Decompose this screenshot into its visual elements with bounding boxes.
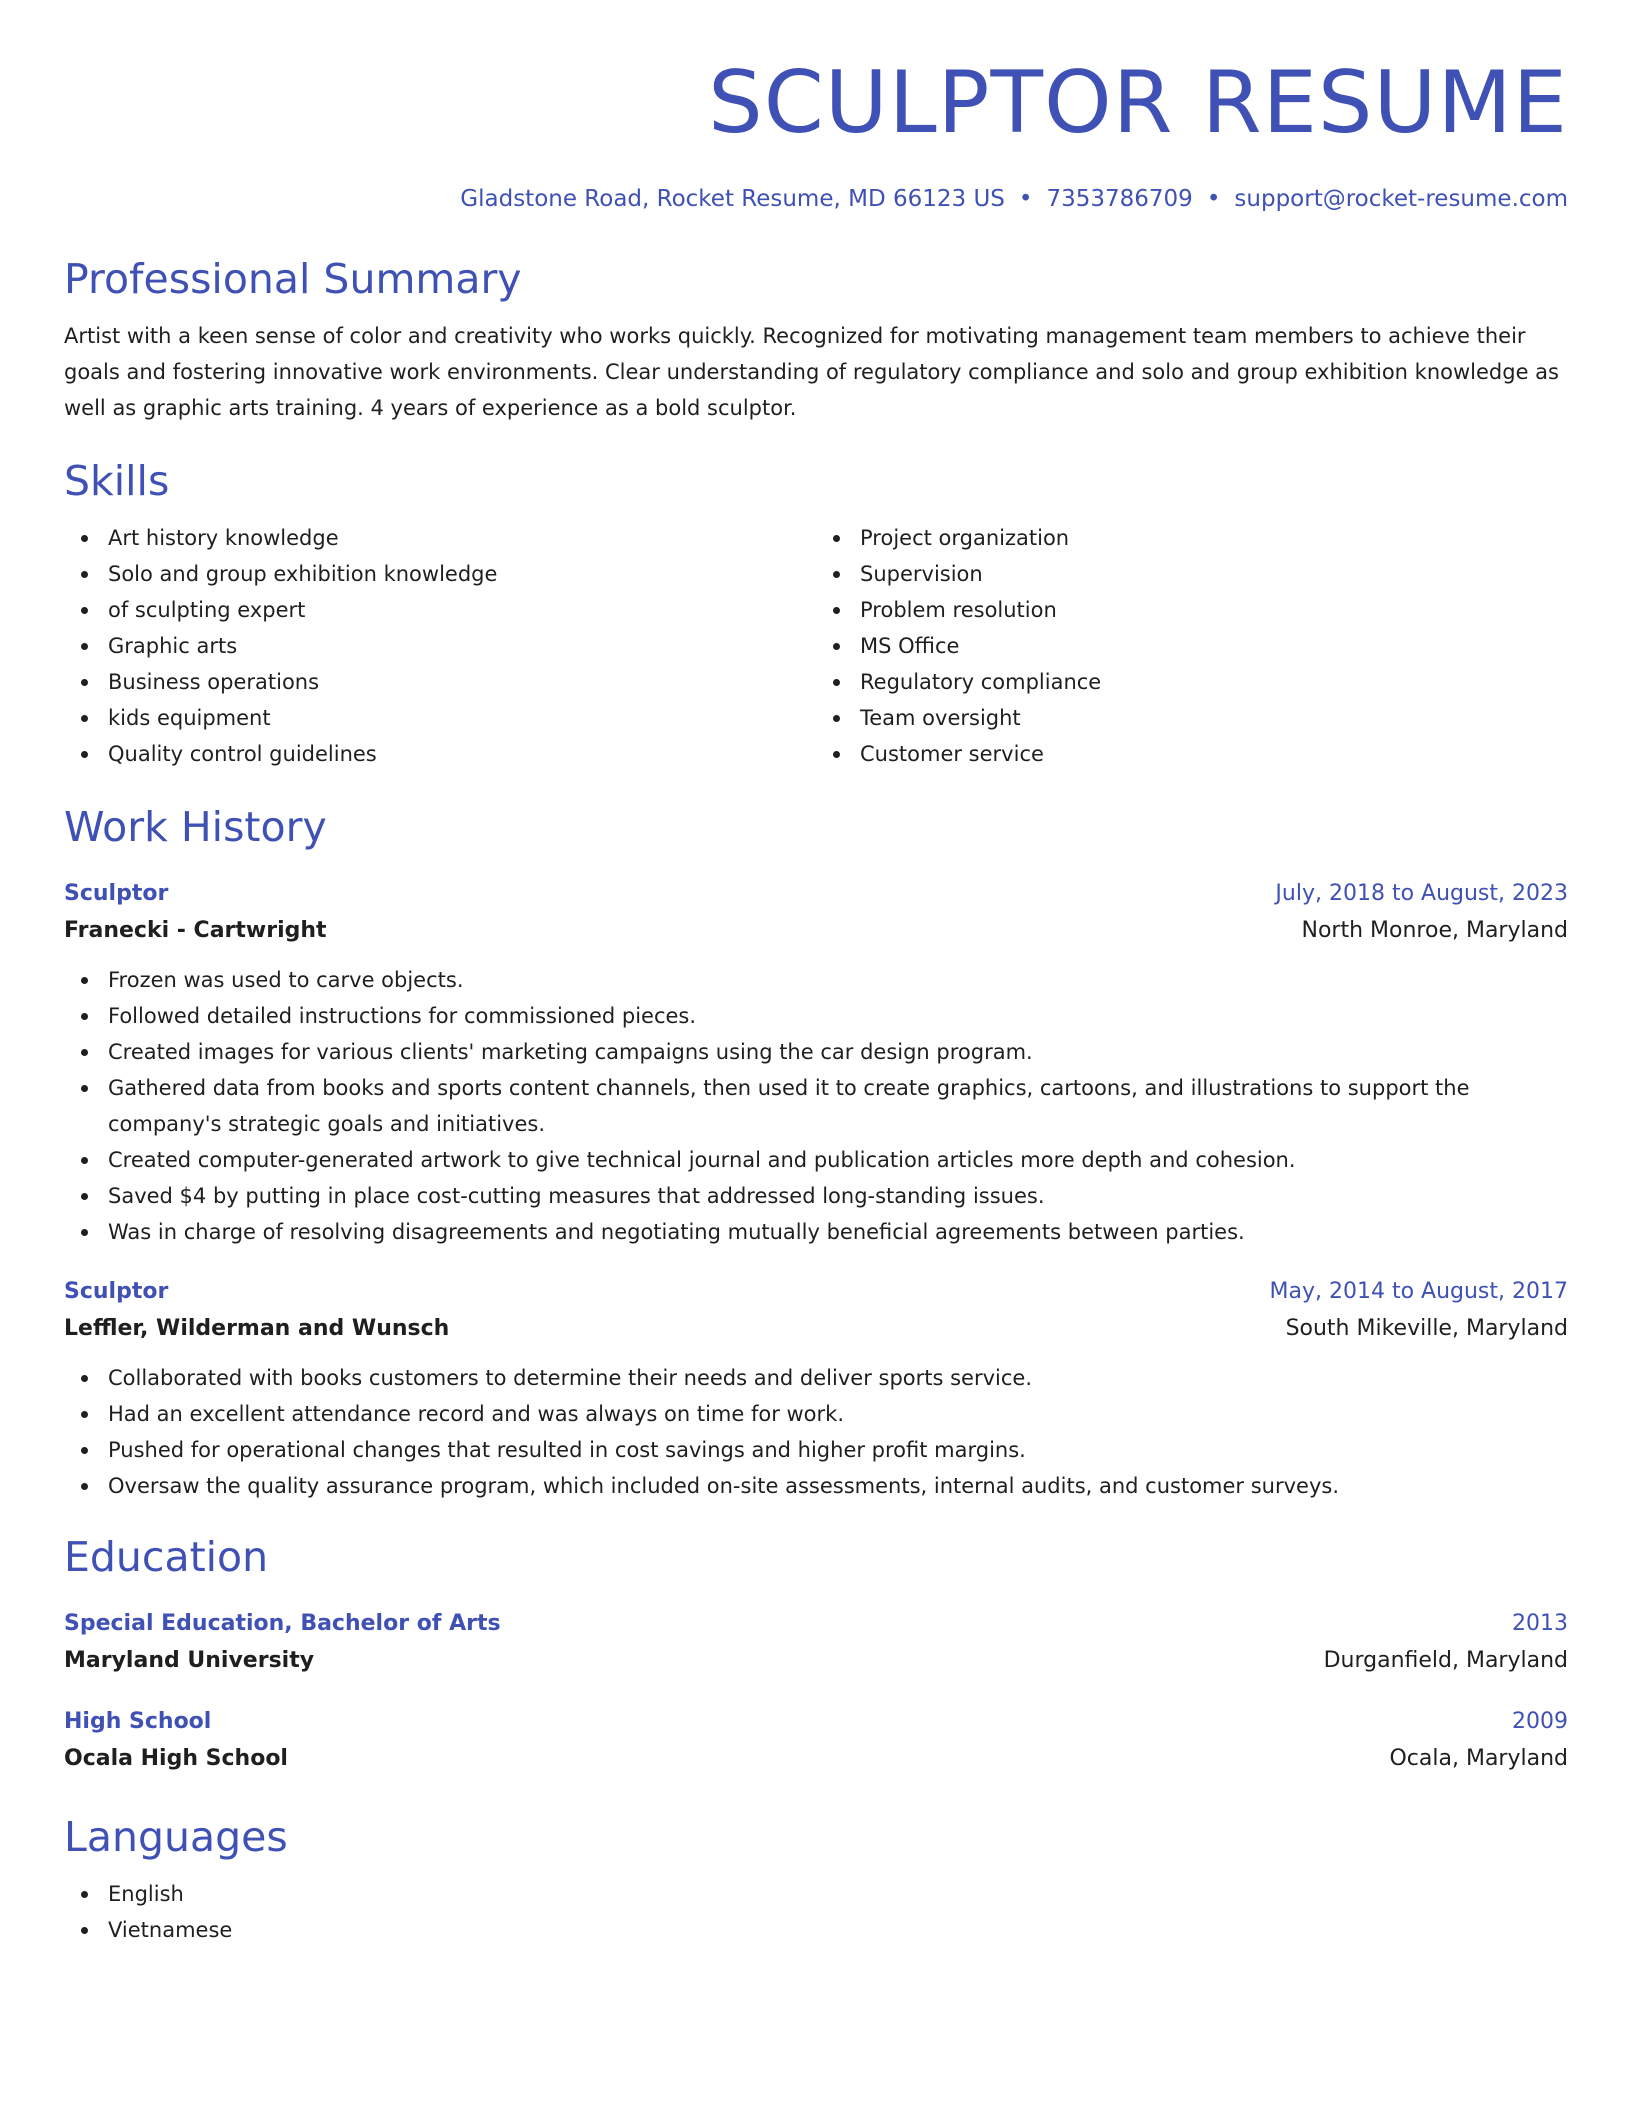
- education-location: Ocala, Maryland: [1389, 1746, 1568, 1771]
- job-bullets: [64, 1360, 1568, 1504]
- job-bullet: Frozen was used to carve objects.: [64, 962, 1568, 998]
- skill-item: MS Office: [816, 628, 1568, 664]
- job-company-row: [64, 1310, 1568, 1348]
- education-school-row: [64, 1642, 1568, 1680]
- job-company-row: [64, 912, 1568, 950]
- resume-title: SCULPTOR RESUME: [708, 53, 1568, 153]
- skills-column-right: [816, 520, 1568, 772]
- skill-item: Business operations: [64, 664, 816, 700]
- education-heading: Education: [64, 1533, 269, 1581]
- education-header-row: [64, 1606, 1568, 1642]
- job-bullet: Collaborated with books customers to determine their needs and deliver sports service.: [64, 1360, 1568, 1396]
- email-link[interactable]: support@rocket-resume.com: [1234, 186, 1568, 212]
- address-text: Gladstone Road, Rocket Resume, MD 66123 US: [460, 186, 1005, 212]
- job-dates: July, 2018 to August, 2023: [1275, 881, 1568, 906]
- contact-separator: •: [1206, 186, 1221, 212]
- job-bullet: Created images for various clients' marketing campaigns using the car design program.: [64, 1034, 1568, 1070]
- skill-item: Supervision: [816, 556, 1568, 592]
- job-company: Franecki - Cartwright: [64, 918, 327, 943]
- education-entry: [64, 1704, 1568, 1778]
- job-entry: [64, 876, 1568, 1250]
- job-entry: [64, 1274, 1568, 1504]
- job-bullet: Saved $4 by putting in place cost-cutting measures that addressed long-standing issues.: [64, 1178, 1568, 1214]
- job-location: South Mikeville, Maryland: [1285, 1316, 1568, 1341]
- education-location: Durganfield, Maryland: [1323, 1648, 1568, 1673]
- job-dates: May, 2014 to August, 2017: [1269, 1279, 1568, 1304]
- languages-heading: Languages: [64, 1813, 288, 1861]
- job-bullet: Pushed for operational changes that resulted in cost savings and higher profit margins.: [64, 1432, 1568, 1468]
- job-location: North Monroe, Maryland: [1301, 918, 1568, 943]
- summary-text: Artist with a keen sense of color and creativity who works quickly. Recognized for motivating management team members to achieve their goals and fostering innovative work environments. Clear understanding of regulatory compliance and solo and group exhibition knowledge as well as graphic arts training. 4 years of experience as a bold sculptor.: [64, 324, 1559, 420]
- job-header-row: [64, 876, 1568, 912]
- education-school: Maryland University: [64, 1648, 315, 1673]
- job-bullet: Had an excellent attendance record and was always on time for work.: [64, 1396, 1568, 1432]
- phone-text: 7353786709: [1046, 186, 1193, 212]
- education-degree: Special Education, Bachelor of Arts: [64, 1611, 501, 1636]
- skill-item: kids equipment: [64, 700, 816, 736]
- work-history-heading: Work History: [64, 803, 327, 851]
- job-title: Sculptor: [64, 881, 169, 906]
- language-item: English: [64, 1876, 1568, 1912]
- skill-item: Art history knowledge: [64, 520, 816, 556]
- contact-line: [64, 184, 1568, 214]
- skill-item: Customer service: [816, 736, 1568, 772]
- skills-heading: Skills: [64, 457, 170, 505]
- skill-item: Quality control guidelines: [64, 736, 816, 772]
- job-header-row: [64, 1274, 1568, 1310]
- contact-separator: •: [1018, 186, 1033, 212]
- languages-list: [64, 1876, 1568, 1948]
- summary-heading: Professional Summary: [64, 255, 522, 303]
- education-degree: High School: [64, 1709, 212, 1734]
- skill-item: Project organization: [816, 520, 1568, 556]
- skills-grid: [64, 520, 1568, 772]
- job-bullet: Oversaw the quality assurance program, which included on-site assessments, internal audits, and customer surveys.: [64, 1468, 1568, 1504]
- job-bullet: Was in charge of resolving disagreements and negotiating mutually beneficial agreements between parties.: [64, 1214, 1568, 1250]
- skill-item: Team oversight: [816, 700, 1568, 736]
- skill-item: Problem resolution: [816, 592, 1568, 628]
- education-entry: [64, 1606, 1568, 1680]
- education-year: 2013: [1512, 1611, 1568, 1636]
- education-header-row: [64, 1704, 1568, 1740]
- job-bullets: [64, 962, 1568, 1250]
- skill-item: Solo and group exhibition knowledge: [64, 556, 816, 592]
- skill-item: of sculpting expert: [64, 592, 816, 628]
- job-bullet: Followed detailed instructions for commissioned pieces.: [64, 998, 1568, 1034]
- skill-item: Graphic arts: [64, 628, 816, 664]
- education-school: Ocala High School: [64, 1746, 288, 1771]
- job-company: Leffler, Wilderman and Wunsch: [64, 1316, 450, 1341]
- job-title: Sculptor: [64, 1279, 169, 1304]
- education-year: 2009: [1512, 1709, 1568, 1734]
- job-bullet: Gathered data from books and sports content channels, then used it to create graphics, cartoons, and illustrations to support the company's strategic goals and initiatives.: [64, 1070, 1568, 1142]
- skill-item: Regulatory compliance: [816, 664, 1568, 700]
- skills-column-left: [64, 520, 816, 772]
- language-item: Vietnamese: [64, 1912, 1568, 1948]
- education-school-row: [64, 1740, 1568, 1778]
- job-bullet: Created computer-generated artwork to give technical journal and publication articles more depth and cohesion.: [64, 1142, 1568, 1178]
